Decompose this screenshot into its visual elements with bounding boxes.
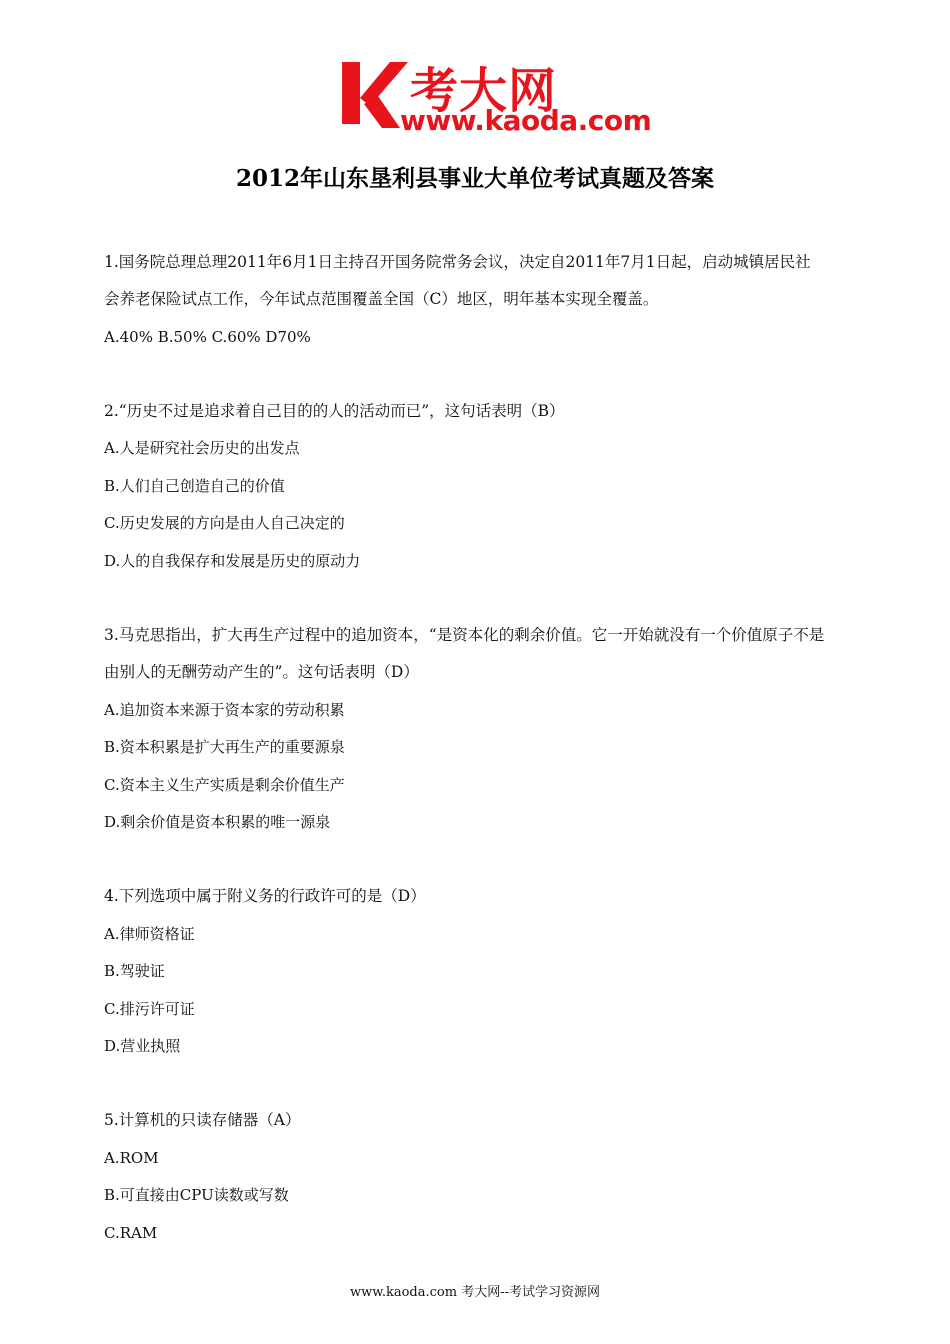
logo-k-icon <box>338 58 408 132</box>
question-1-stem-line-2: 会养老保险试点工作，今年试点范围覆盖全国（C）地区，明年基本实现全覆盖。 <box>104 290 659 308</box>
question-5-stem: 5.计算机的只读存储器（A） <box>104 1111 301 1129</box>
question-2-option-c: C.历史发展的方向是由人自己决定的 <box>104 514 345 532</box>
question-4-option-d: D.营业执照 <box>104 1037 181 1055</box>
question-5-option-a: A.ROM <box>104 1149 159 1167</box>
question-1-stem-line-1: 1.国务院总理总理2011年6月1日主持召开国务院常务会议，决定自2011年7月1日起，启动城镇居民社 <box>104 253 811 271</box>
question-4-stem: 4.下列选项中属于附义务的行政许可的是（D） <box>104 887 426 905</box>
logo-url-text: www.kaoda.com <box>400 104 652 137</box>
page-footer: www.kaoda.com 考大网--考试学习资源网 <box>350 1285 600 1300</box>
question-2-option-a: A.人是研究社会历史的出发点 <box>104 439 300 457</box>
question-2-option-d: D.人的自我保存和发展是历史的原动力 <box>104 552 361 570</box>
question-1-options: A.40% B.50% C.60% D70% <box>104 328 311 346</box>
kaoda-logo <box>338 58 658 138</box>
question-3-stem-line-2: 由别人的无酬劳动产生的”。这句话表明（D） <box>104 663 419 681</box>
question-3-stem-line-1: 3.马克思指出，扩大再生产过程中的追加资本，“是资本化的剩余价值。它一开始就没有一个价值原子不是 <box>104 626 825 644</box>
question-3-option-c: C.资本主义生产实质是剩余价值生产 <box>104 776 345 794</box>
question-3-option-a: A.追加资本来源于资本家的劳动积累 <box>104 701 345 719</box>
question-5-option-b: B.可直接由CPU读数或写数 <box>104 1186 289 1204</box>
question-3-option-b: B.资本积累是扩大再生产的重要源泉 <box>104 738 345 756</box>
question-4-option-a: A.律师资格证 <box>104 925 195 943</box>
question-2-option-b: B.人们自己创造自己的价值 <box>104 477 285 495</box>
question-5-option-c: C.RAM <box>104 1224 158 1242</box>
logo-chinese-text: 考大网 <box>410 63 558 119</box>
question-4-option-b: B.驾驶证 <box>104 962 165 980</box>
document-title: 2012年山东垦利县事业大单位考试真题及答案 <box>235 165 714 192</box>
question-4-option-c: C.排污许可证 <box>104 1000 195 1018</box>
question-3-option-d: D.剩余价值是资本积累的唯一源泉 <box>104 813 331 831</box>
question-2-stem: 2.“历史不过是追求着自己目的的人的活动而已”，这句话表明（B） <box>104 402 565 420</box>
